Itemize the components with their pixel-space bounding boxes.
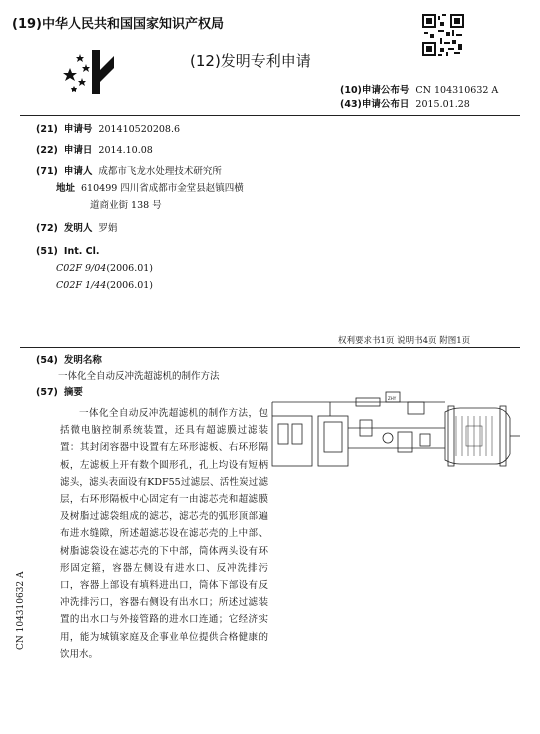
- ipc-2: C02F 1/44: [56, 280, 107, 291]
- abstract-text: 一体化全自动反冲洗超滤机的制作方法，包括微电脑控制系统装置，还具有超滤膜过滤装置：其封闭容器中设置有左环形滤板、右环形隔板，左滤板上开有数个圆形孔，孔上均设有短柄滤头，滤头表面设有KDF55过滤层、活性炭过滤层，右环形隔板中心固定有一由滤芯壳和超滤膜及树脂过滤袋组成的滤芯，滤芯壳的弧形顶部遍布进水缝隙，所述超滤芯设在滤芯壳的上中部、树脂滤袋设在滤芯壳的下中部，筒体两头设有环形固定箍，容器左侧设有进水口、反冲洗排污口，容器上部设有填料进出口，筒体下部设有反冲洗排污口，容器右侧设有出水口；所述过滤装置的出水口与外接管路的进水口连通；它经济实用，能为城镇家庭及企事业单位提供合格健康的饮用水。: [60, 408, 268, 660]
- inventor-label: 发明人: [63, 223, 93, 234]
- side-publication-code: CN 104310632 A: [16, 571, 26, 650]
- intcl-label: Int. Cl.: [63, 246, 100, 257]
- applicant-code: (71): [36, 166, 58, 177]
- title-code: (54): [36, 355, 58, 366]
- address-label: 地址: [56, 183, 76, 194]
- section-rule: [20, 347, 520, 348]
- app-no-label: 申请号: [63, 124, 93, 135]
- inventor-code: (72): [36, 223, 58, 234]
- abstract-code: (57): [36, 387, 58, 398]
- ipc-1-version: (2006.01): [106, 263, 154, 274]
- app-date: 2014.10.08: [98, 145, 153, 156]
- title-section: [36, 353, 220, 401]
- title-label: 发明名称: [63, 355, 102, 366]
- pub-date-label: (43)申请公布日: [340, 99, 410, 110]
- office-name: (19)中华人民共和国国家知识产权局: [12, 17, 224, 32]
- app-no: 201410520208.6: [98, 124, 181, 135]
- intcl-code: (51): [36, 246, 58, 257]
- address-line1: 610499 四川省成都市金堂县赵镇四横: [81, 183, 244, 194]
- app-date-label: 申请日: [63, 145, 93, 156]
- ipc-2-version: (2006.01): [106, 280, 154, 291]
- invention-title: 一体化全自动反冲洗超滤机的制作方法: [58, 371, 220, 382]
- publication-info: [340, 84, 498, 112]
- app-no-code: (21): [36, 124, 58, 135]
- patent-office-logo-icon: [60, 46, 120, 96]
- inventor: 罗娟: [98, 223, 118, 234]
- document-type: (12)发明专利申请: [190, 52, 311, 70]
- app-date-code: (22): [36, 145, 58, 156]
- header-rule: [20, 115, 520, 116]
- applicant-label: 申请人: [63, 166, 93, 177]
- bibliographic-data: [36, 121, 516, 294]
- pub-no-label: (10)申请公布号: [340, 85, 410, 96]
- apparatus-drawing: [270, 388, 520, 476]
- address-line2: 道商业街 138 号: [90, 200, 162, 211]
- figure-label: ZHY: [388, 396, 397, 401]
- qr-code-icon: [422, 14, 464, 56]
- abstract-label: 摘要: [63, 387, 83, 398]
- ipc-1: C02F 9/04: [56, 263, 107, 274]
- applicant: 成都市飞龙水处理技术研究所: [98, 166, 222, 177]
- pub-no: CN 104310632 A: [415, 85, 499, 96]
- page-counts: 权利要求书1页 说明书4页 附图1页: [338, 336, 471, 346]
- pub-date: 2015.01.28: [415, 99, 470, 110]
